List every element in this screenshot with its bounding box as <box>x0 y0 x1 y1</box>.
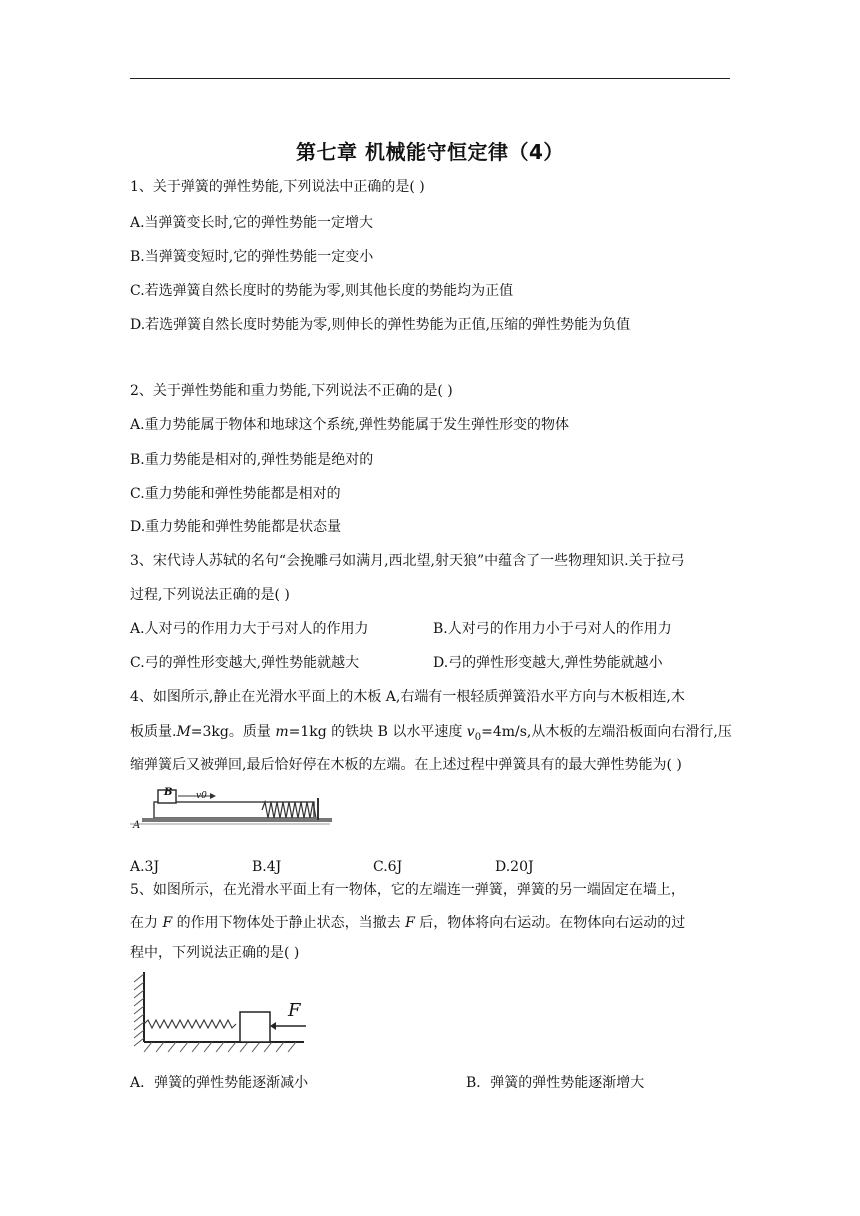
q3-option-d: D.弓的弹性形变越大,弹性势能就越小 <box>433 655 663 671</box>
q3-option-b: B.人对弓的作用力小于弓对人的作用力 <box>433 621 672 637</box>
q5-stem-line1: 5、如图所示，在光滑水平面上有一物体，它的左端连一弹簧，弹簧的另一端固定在墙上， <box>130 882 685 898</box>
q1-option-a: A.当弹簧变长时,它的弹性势能一定增大 <box>130 215 374 231</box>
q4-option-d: D.20J <box>495 859 534 875</box>
q4-stem-line1: 4、如图所示,静止在光滑水平面上的木板 A,右端有一根轻质弹簧沿水平方向与木板相连,木 <box>130 689 685 705</box>
q5-stem-line2: 在力 F 的作用下物体处于静止状态，当撤去 F 后，物体将向右运动。在物体向右运动的过 <box>130 915 686 931</box>
q4-figure-label-v0: v0 <box>196 791 207 801</box>
q4-figure-board-spring <box>130 784 335 842</box>
q5-stem-line3: 程中，下列说法正确的是( ) <box>130 945 300 961</box>
q3-option-a: A.人对弓的作用力大于弓对人的作用力 <box>130 621 369 637</box>
q2-option-b: B.重力势能是相对的,弹性势能是绝对的 <box>130 452 374 468</box>
q4-figure-label-b: B <box>164 787 173 798</box>
q1-option-c: C.若选弹簧自然长度时的势能为零,则其他长度的势能均为正值 <box>130 283 514 299</box>
header-rule <box>130 78 730 79</box>
q4-stem-line2: 板质量.M=3kg。质量 m=1kg 的铁块 B 以水平速度 $v_0=4m/s$,从木板的左端沿板面向右滑行,压 <box>130 724 732 743</box>
q4-option-a: A.3J <box>130 859 160 875</box>
q1-option-b: B.当弹簧变短时,它的弹性势能一定变小 <box>130 249 374 265</box>
q5-figure-label-f: F <box>288 1000 301 1021</box>
q2-stem: 2、关于弹性势能和重力势能,下列说法不正确的是( ) <box>130 383 453 399</box>
q5-option-b: B．弹簧的弹性势能逐渐增大 <box>466 1075 645 1091</box>
q4-figure-label-a: A <box>133 820 141 831</box>
q2-option-d: D.重力势能和弹性势能都是状态量 <box>130 519 342 535</box>
q2-option-a: A.重力势能属于物体和地球这个系统,弹性势能属于发生弹性形变的物体 <box>130 417 570 433</box>
q4-stem-line3: 缩弹簧后又被弹回,最后恰好停在木板的左端。在上述过程中弹簧具有的最大弹性势能为( ) <box>130 757 682 773</box>
q4-option-c: C.6J <box>373 859 403 875</box>
q1-stem: 1、关于弹簧的弹性势能,下列说法中正确的是( ) <box>130 179 425 195</box>
q3-stem-line2: 过程,下列说法正确的是( ) <box>130 587 290 603</box>
q5-figure-wall-spring-block <box>130 970 308 1054</box>
q3-option-c: C.弓的弹性形变越大,弹性势能就越大 <box>130 655 360 671</box>
q5-option-a: A．弹簧的弹性势能逐渐减小 <box>130 1075 309 1091</box>
q1-option-d: D.若选弹簧自然长度时势能为零,则伸长的弹性势能为正值,压缩的弹性势能为负值 <box>130 317 631 333</box>
q3-stem-line1: 3、宋代诗人苏轼的名句“会挽雕弓如满月,西北望,射天狼”中蕴含了一些物理知识.关于拉弓 <box>130 553 685 569</box>
q4-option-b: B.4J <box>252 859 282 875</box>
q2-option-c: C.重力势能和弹性势能都是相对的 <box>130 486 341 502</box>
page-title: 第七章 机械能守恒定律（4） <box>296 140 564 164</box>
